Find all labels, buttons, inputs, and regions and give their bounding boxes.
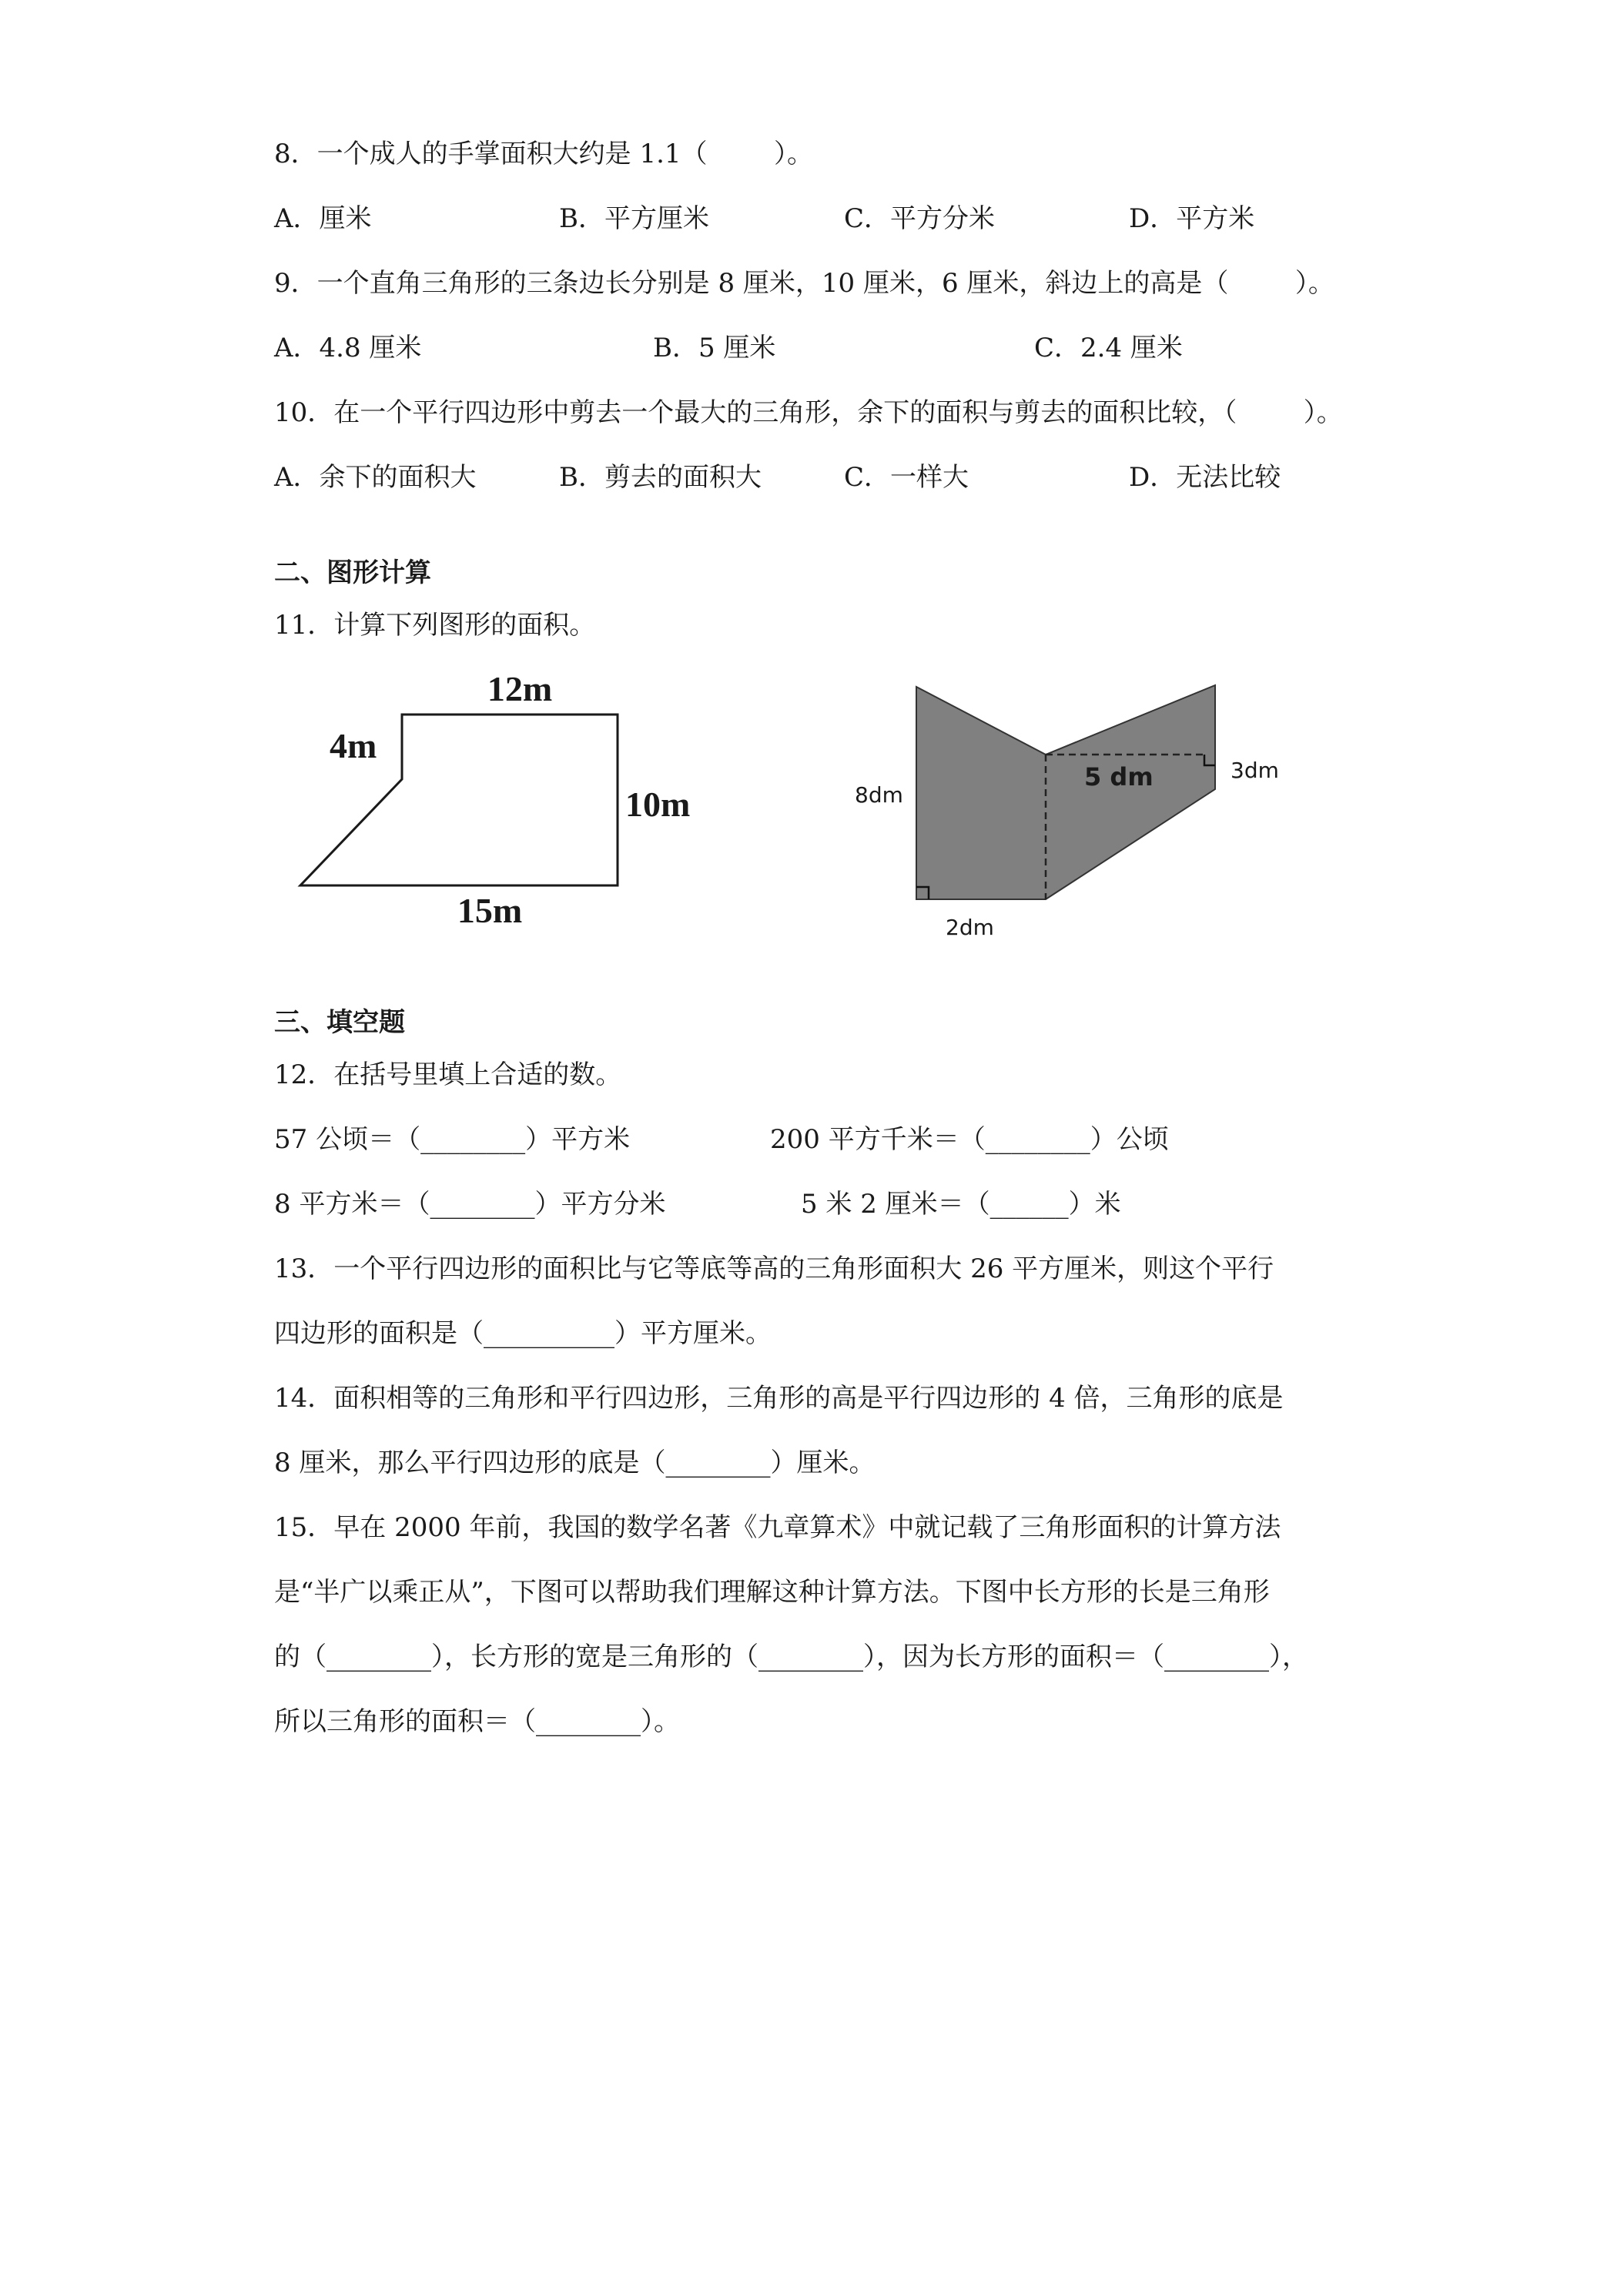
q8-option-d: D．平方米 — [1129, 203, 1255, 234]
q9-option-a: A．4.8 厘米 — [274, 333, 422, 363]
composite-shape — [916, 685, 1215, 899]
section2-title: 二、图形计算 — [274, 557, 431, 588]
q9-option-c: C．2.4 厘米 — [1034, 333, 1183, 363]
q15-line-3: 的（________），长方形的宽是三角形的（________），因为长方形的面积＝（________）， — [274, 1642, 1308, 1672]
label-right: 10m — [625, 785, 691, 824]
q10-option-c: C．一样大 — [844, 462, 969, 493]
q12-item-1: 57 公顷＝（________）平方米 — [274, 1124, 631, 1155]
q9-stem: 9．一个直角三角形的三条边长分别是 8 厘米，10 厘米，6 厘米，斜边上的高是（ ）。 — [274, 268, 1334, 299]
label-left: 4m — [330, 726, 377, 765]
q15-line-1: 15．早在 2000 年前，我国的数学名著《九章算术》中就记载了三角形面积的计算方法 — [274, 1512, 1281, 1543]
q10-option-b: B．剪去的面积大 — [559, 462, 762, 493]
q12-item-3: 8 平方米＝（________）平方分米 — [274, 1189, 666, 1220]
label-bottom: 15m — [457, 891, 523, 930]
section3-title: 三、填空题 — [274, 1007, 405, 1038]
q14-line-2: 8 厘米，那么平行四边形的底是（________）厘米。 — [274, 1448, 876, 1478]
q10-option-a: A．余下的面积大 — [274, 462, 477, 493]
label-top: 12m — [487, 669, 553, 708]
q14-line-1: 14．面积相等的三角形和平行四边形，三角形的高是平行四边形的 4 倍，三角形的底是 — [274, 1383, 1284, 1414]
label-mid: 5 dm — [1084, 762, 1154, 792]
q8-option-a: A．厘米 — [274, 203, 372, 234]
q8-stem: 8．一个成人的手掌面积大约是 1.1（ ）。 — [274, 139, 813, 169]
label-bottom-2dm: 2dm — [946, 915, 994, 940]
figure-trapezoid — [285, 662, 732, 932]
q15-line-4: 所以三角形的面积＝（________）。 — [274, 1706, 680, 1737]
label-height: 8dm — [855, 782, 903, 808]
q12-stem: 12．在括号里填上合适的数。 — [274, 1059, 622, 1090]
q8-option-b: B．平方厘米 — [559, 203, 709, 234]
q15-line-2: 是“半广以乘正从”，下图可以帮助我们理解这种计算方法。下图中长方形的长是三角形 — [274, 1577, 1270, 1608]
q9-option-b: B．5 厘米 — [653, 333, 776, 363]
q10-option-d: D．无法比较 — [1129, 462, 1281, 493]
q13-line-2: 四边形的面积是（__________）平方厘米。 — [274, 1318, 772, 1349]
q12-item-4: 5 米 2 厘米＝（______）米 — [801, 1189, 1121, 1220]
figure-composite — [839, 670, 1301, 955]
q11-stem: 11．计算下列图形的面积。 — [274, 610, 596, 641]
q13-line-1: 13．一个平行四边形的面积比与它等底等高的三角形面积大 26 平方厘米，则这个平行 — [274, 1253, 1274, 1284]
q12-item-2: 200 平方千米＝（________）公顷 — [770, 1124, 1169, 1155]
label-right-3dm: 3dm — [1231, 758, 1279, 783]
q10-stem: 10．在一个平行四边形中剪去一个最大的三角形，余下的面积与剪去的面积比较，（ ）。 — [274, 397, 1343, 428]
q8-option-c: C．平方分米 — [844, 203, 996, 234]
